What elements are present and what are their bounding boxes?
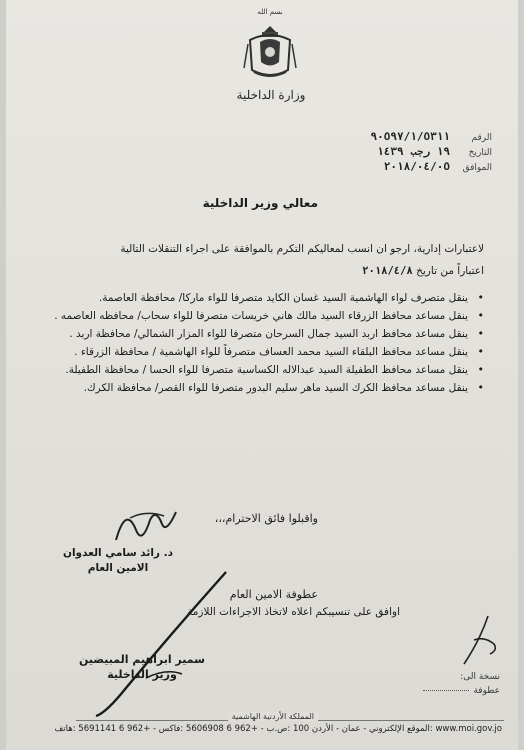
ministry-logo-text: وزارة الداخلية bbox=[236, 88, 306, 102]
intro-date-prefix: اعتباراً من تاريخ bbox=[416, 265, 484, 277]
minister-title: وزير الداخلية bbox=[107, 668, 177, 681]
reference-block bbox=[292, 130, 492, 175]
intro-line-1: لاعتبارات إدارية، ارجو ان انسب لمعاليكم التكرم بالموافقة على اجراء التنقلات التالية bbox=[120, 243, 484, 255]
intro-paragraph bbox=[40, 238, 484, 282]
bullet-icon: • bbox=[477, 309, 484, 322]
followup-label: عطوفة bbox=[473, 686, 500, 696]
reference-date-row bbox=[292, 145, 492, 160]
letter-page bbox=[6, 0, 518, 750]
signer-name: د. رائد سامي العدوان bbox=[62, 547, 173, 559]
signer-title: الامين العام bbox=[87, 562, 149, 574]
intro-effective-date: ٢٠١٨/٤/٨ bbox=[362, 265, 413, 277]
approval-text: اوافق على تنسيبكم اعلاه لاتخاذ الاجراءات اللازمة bbox=[187, 606, 400, 618]
reference-number-label: الرقم bbox=[471, 133, 492, 143]
list-item: • ينقل مساعد محافظ الزرقاء السيد مالك هاني خريسات متصرفا للواء سحاب/ محافظه العاصمه . bbox=[54, 309, 484, 322]
closing-line: واقبلوا فائق الاحترام،،، bbox=[214, 512, 318, 525]
bullet-icon: • bbox=[477, 291, 484, 304]
bullet-icon: • bbox=[477, 327, 484, 340]
list-item: • ينقل مساعد محافظ البلقاء السيد محمد العساف متصرفاً للواء الهاشمية / محافظة الزرقاء . bbox=[74, 345, 484, 358]
copy-to-label: نسخة الى: bbox=[460, 672, 500, 682]
bullet-icon: • bbox=[477, 381, 484, 394]
approval-title: عطوفة الامين العام bbox=[229, 588, 318, 601]
transfer-list bbox=[36, 290, 484, 398]
minister-name: سمير ابراهيم المبيضين bbox=[79, 653, 205, 666]
list-item: • ينقل مساعد محافظ اربد السيد جمال السرحان متصرفا للواء المزار الشمالي/ محافظة اربد . bbox=[69, 327, 484, 340]
followup-dotted-line bbox=[423, 690, 469, 691]
top-mark: بسم الله bbox=[257, 8, 283, 16]
reference-date-label: التاريخ bbox=[468, 148, 492, 158]
reference-number-value: ٩٠٥٩٧/١/٥٣١١ bbox=[370, 130, 450, 143]
reference-corresponding-row bbox=[292, 160, 492, 175]
reference-corresponding-value: ٢٠١٨/٠٤/٠٥ bbox=[383, 160, 450, 173]
coat-of-arms-icon bbox=[242, 22, 298, 82]
footer-contact: www.moi.gov.jo :الموقع الإلكتروني - عمان - الأردن 100 :ص.ب - +962 6 5606908 :فاكس - +962 6 5691141 :هاتف bbox=[54, 724, 502, 734]
addressee: معالي وزير الداخلية bbox=[202, 196, 318, 210]
initial-mark bbox=[454, 610, 504, 670]
reference-date-value: ١٩ رجب ١٤٣٩ bbox=[377, 145, 450, 158]
reference-number-row bbox=[292, 130, 492, 145]
list-item: • ينقل مساعد محافظ الطفيلة السيد عبدالاله الكساسبة متصرفا للواء الحسا / محافظة الطفيلة. bbox=[65, 363, 484, 376]
list-item: • ينقل مساعد محافظ الكرك السيد ماهر سليم البدور متصرفا للواء القصر/ محافظة الكرك. bbox=[83, 381, 484, 394]
reference-corresponding-label: الموافق bbox=[462, 163, 492, 173]
followup-line bbox=[423, 686, 500, 696]
minister-signature-block bbox=[72, 652, 212, 682]
intro-line-2 bbox=[40, 260, 484, 282]
minister-signature-stroke bbox=[86, 568, 236, 718]
footer-org: المملكة الأردنية الهاشمية bbox=[228, 712, 318, 721]
bullet-icon: • bbox=[477, 363, 484, 376]
bullet-icon: • bbox=[477, 345, 484, 358]
list-item: • ينقل متصرف لواء الهاشمية السيد غسان الكايد متصرفا للواء ماركا/ محافظة العاصمة. bbox=[98, 291, 484, 304]
